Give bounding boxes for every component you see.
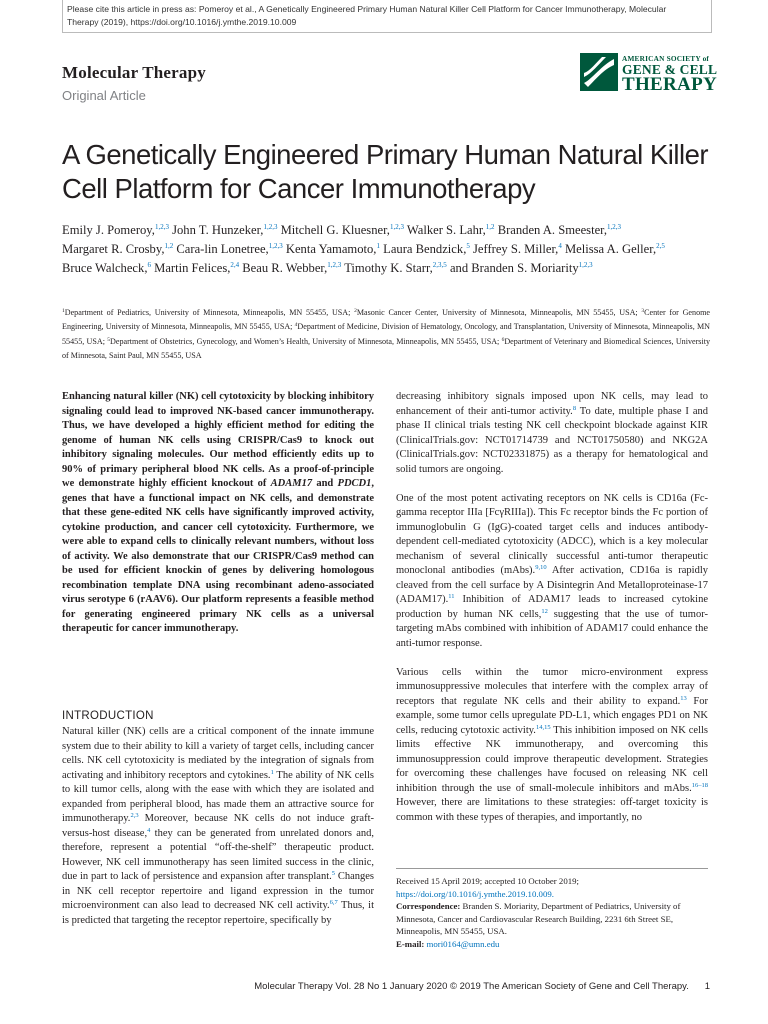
citation-ref[interactable]: 4 [147, 826, 151, 834]
author-list [62, 221, 712, 278]
affiliation-number: 1 [62, 308, 65, 314]
citation-ref[interactable]: 6,7 [329, 899, 338, 906]
affiliation-number: 4 [294, 322, 298, 329]
author [498, 223, 621, 237]
citation-ref[interactable]: 16–18 [691, 781, 708, 789]
author-affiliation-marker[interactable]: 1,2,3 [607, 223, 622, 231]
author-name: Margaret R. Crosby, [62, 242, 165, 256]
author-affiliation-marker[interactable]: 1,2,3 [154, 223, 169, 231]
author-affiliation-marker[interactable]: 1,2,3 [268, 242, 283, 250]
affiliation-text: Department of Veterinary and Biomedical Sciences, University of Minnesota, Saint Paul, MN 55455, USA [62, 336, 711, 361]
journal-name: Molecular Therapy [62, 63, 206, 82]
logo-text-therapy: THERAPY [622, 74, 717, 95]
author-affiliation-marker[interactable]: 1,2 [164, 242, 174, 250]
author-affiliation-marker[interactable]: 2,4 [230, 261, 240, 269]
author-name: Beau R. Webber, [242, 261, 328, 275]
author [172, 223, 277, 237]
author [242, 261, 341, 275]
author [407, 223, 495, 237]
asgct-logo-icon [580, 53, 618, 91]
footer-citation: Molecular Therapy Vol. 28 No 1 January 2020 © 2019 The American Society of Gene and Cell Therapy. [254, 981, 689, 992]
affiliation-number: 3 [641, 308, 645, 314]
author [565, 242, 665, 256]
author-name: Cara-lin Lonetree, [176, 242, 269, 256]
article-type: Original Article [62, 88, 146, 103]
author-affiliation-marker[interactable]: 1 [376, 242, 380, 250]
author-name: Jeffrey S. Miller, [473, 242, 559, 256]
logo-text-gene-cell: GENE & CELL [622, 62, 718, 77]
author-name: Kenta Yamamoto, [285, 242, 377, 256]
citation-notice-line1: Please cite this article in press as: Pomeroy et al., A Genetically Engineered Primary Human Natural Killer Cell Platform for Cancer Immunotherapy, Molecular [67, 4, 667, 14]
author-name: Melissa A. Geller, [564, 242, 657, 256]
correspondence-label: Correspondence: [396, 901, 461, 911]
author-name: Laura Bendzick, [383, 242, 467, 256]
citation-ref[interactable]: 12 [541, 607, 548, 615]
right-column-text [396, 390, 708, 840]
affiliation-number: 5 [107, 336, 111, 343]
author [154, 261, 239, 275]
asgct-logo [580, 53, 718, 97]
affiliation-number: 6 [501, 336, 505, 343]
author-name: Mitchell G. Kluesner, [280, 223, 390, 237]
citation-ref[interactable]: 9,10 [535, 564, 547, 571]
author [344, 261, 447, 275]
affiliation-number: 2 [354, 308, 357, 314]
gene-adam17: ADAM17 [270, 478, 313, 489]
affiliations [62, 306, 710, 364]
citation-ref[interactable]: 11 [448, 593, 455, 600]
citation-ref[interactable]: 8 [572, 404, 577, 412]
received-dates: Received 15 April 2019; accepted 10 October 2019; [396, 876, 579, 886]
affiliation-text: Center for Genome Engineering, University of Minnesota, Minneapolis, MN 55455, USA; [62, 308, 710, 332]
author-affiliation-marker[interactable]: 1,2,3 [327, 261, 342, 269]
citation-notice-line2: Therapy (2019), https://doi.org/10.1016/j.ymthe.2019.10.009 [67, 16, 297, 27]
affiliation-text: Department of Medicine, Division of Hematology, Oncology, and Transplantation, University of Minnesota, Minneapolis, MN 55455, USA; [62, 322, 710, 346]
author-name: and Branden S. Moriarity [449, 261, 579, 275]
author-affiliation-marker[interactable]: 1,2,3 [263, 223, 278, 231]
author-name: Emily J. Pomeroy, [62, 223, 155, 237]
author [62, 242, 173, 256]
author-name: Bruce Walcheck, [62, 261, 148, 275]
page-number: 1 [704, 981, 710, 992]
author-name: Walker S. Lahr, [406, 223, 486, 237]
introduction-heading: INTRODUCTION [62, 710, 154, 722]
author [176, 242, 282, 256]
gene-pdcd1: PDCD1 [337, 478, 372, 489]
citation-ref[interactable]: 13 [680, 694, 687, 702]
author-name: Timothy K. Starr, [344, 261, 433, 275]
citation-ref[interactable]: 1 [270, 768, 274, 776]
author [383, 242, 470, 256]
email-label: E-mail: [396, 938, 425, 949]
email-link[interactable]: mori0164@umn.edu [426, 938, 500, 949]
paragraph: Various cells within the tumor micro-environment express immunosuppressive molecules that interfere with the complex array of receptors that regulate NK cells and their ability to expand.$^{13}$ For example, some tumor cells upregulate PD-L1, which engages PD1 on NK cells, reducing cytotoxic activity.$^{14,15}$ This inhibition imposed on NK cells limits effective NK immunotherapy, and overcoming this immunosuppression could improve therapeutic development. Strategies for overcoming these challenges have focused on releasing NK cell inhibition through the use of small-molecule inhibitors and mAbs.$^{16-18}$ However, there are limitations to these strategies: off-target toxicity is common with these types of therapies, and importantly, no [396, 666, 708, 823]
abstract: Enhancing natural killer (NK) cell cytotoxicity by blocking inhibitory signaling could lead to improved NK-based cancer immunotherapy. Thus, we have developed a highly efficient method for editing the genome of human NK cells using CRISPR/Cas9 to knock out inhibitory signaling molecules. Our method efficiently edits up to 90% of primary peripheral blood NK cells. As a proof-of-principle we demonstrate highly efficient knockout of ADAM17 and PDCD1, genes that have a functional impact on NK cells, and demonstrate that these gene-edited NK cells have significantly improved activity, cytokine production, and cancer cell cytotoxicity. Furthermore, we were able to expand cells to clinically relevant numbers, without loss of activity. We also demonstrate that our CRISPR/Cas9 method can be used for efficient knockin of genes by delivering homologous recombination template DNA using recombinant adeno-associated virus serotype 6 (rAAV6). Our platform represents a feasible method for generating engineered primary NK cells as a universal therapeutic for cancer immunotherapy. [62, 391, 374, 634]
author-affiliation-marker[interactable]: 1,2,3 [389, 223, 404, 231]
author [473, 242, 562, 256]
citation-ref[interactable]: 5 [331, 870, 336, 877]
author [281, 223, 404, 237]
paragraph: One of the most potent activating receptors on NK cells is CD16a (Fc-gamma receptor IIIa [FcγRIIIa]). This Fc receptor binds the Fc portion of immunoglobulin G (IgG)-coated target cells and induces antibody-dependent cell-mediated cytotoxicity (ADCC), which is a key molecular mechanism of several clinically successful anti-tumor therapeutic monoclonal antibodies (mAbs).$^{9,10}$ After activation, CD16a is rapidly cleaved from the cell surface by A Disintegrin And Metalloproteinase-17 (ADAM17).$^{11}$ Inhibition of ADAM17 leads to increased cytokine production by human NK cells,$^{12}$ suggesting that the use of tumor-targeting mAbs combined with inhibition of ADAM17 could enhance the anti-tumor response. [396, 492, 709, 649]
paragraph: decreasing inhibitory signals imposed upon NK cells, may lead to enhancement of their anti-tumor activity.$^8$ To date, multiple phase I and phase II clinical trials testing NK cell checkpoint blockade against KIR (ClinicalTrials.gov: NCT01714739 and NCT01750580) and NKG2A (ClinicalTrials.gov: NCT02331875) as a therapy for hematological and solid tumors are ongoing. [396, 391, 708, 475]
correspondence-text: Branden S. Moriarity, Department of Pediatrics, University of Minnesota, Cancer and Cardiovascular Research Building, 2231 6th Street SE, Minneapolis, MN 55455, USA. [396, 901, 681, 936]
affiliation-text: Masonic Cancer Center, University of Minnesota, Minneapolis, MN 55455, USA; [356, 308, 642, 317]
affiliation-text: Department of Pediatrics, University of Minnesota, Minneapolis, MN 55455, USA; [64, 308, 355, 317]
introduction-text: Natural killer (NK) cells are a critical component of the innate immune system due to their ability to kill a variety of target cells, including cancer cells. NK cell cytotoxicity is mediated by the integration of signals from activating and inhibitory receptors and cytokines.$^1$ The ability of NK cells to kill tumor cells, along with the ease with which they are isolated and expanded from peripheral blood, has made them an attractive source for immunotherapy.$^{2,3}$ Moreover, because NK cells do not induce graft-versus-host disease,$^4$ they can be generated from unrelated donors and, therefore, represent a potential “off-the-shelf” therapeutic product. However, NK cell immunotherapy has seen limited success in the clinic, due in part to lack of persistence and expansion after transplant.$^5$ Changes in NK cell receptor repertoire and ligand expression in the tumor microenvironment can also lead to decreased NK cell activity.$^{6,7}$ Thus, it is predicted that targeting the receptor repertoire, specifically by [62, 726, 375, 926]
author-affiliation-marker[interactable]: 5 [466, 242, 470, 250]
author-name: Martin Felices, [154, 261, 231, 275]
author-affiliation-marker[interactable]: 2,5 [656, 242, 665, 250]
citation-notice [62, 0, 712, 33]
author-name: Branden A. Smeester, [497, 223, 608, 237]
author-affiliation-marker[interactable]: 6 [147, 261, 151, 269]
affiliation-text: Department of Obstetrics, Gynecology, and Women’s Health, University of Minnesota, Minneapolis, MN 55455, USA; [110, 336, 502, 346]
author-affiliation-marker[interactable]: 4 [558, 242, 562, 250]
logo-text-society: AMERICAN SOCIETY of [622, 54, 710, 63]
page-footer [230, 981, 710, 992]
citation-ref[interactable]: 14,15 [535, 723, 551, 731]
author [450, 261, 593, 275]
author-affiliation-marker[interactable]: 2,3,5 [432, 261, 447, 269]
doi-link[interactable]: https://doi.org/10.1016/j.ymthe.2019.10.009. [396, 888, 554, 899]
author-affiliation-marker[interactable]: 1,2,3 [578, 261, 593, 269]
author [62, 223, 169, 237]
citation-ref[interactable]: 2,3 [130, 812, 139, 819]
author [62, 261, 151, 275]
correspondence-block [396, 875, 708, 950]
author-affiliation-marker[interactable]: 1,2 [485, 223, 495, 231]
correspondence-divider [396, 868, 708, 869]
author-name: John T. Hunzeker, [172, 223, 264, 237]
author [286, 242, 380, 256]
article-title: A Genetically Engineered Primary Human Natural Killer Cell Platform for Cancer Immunotherapy [62, 139, 709, 204]
